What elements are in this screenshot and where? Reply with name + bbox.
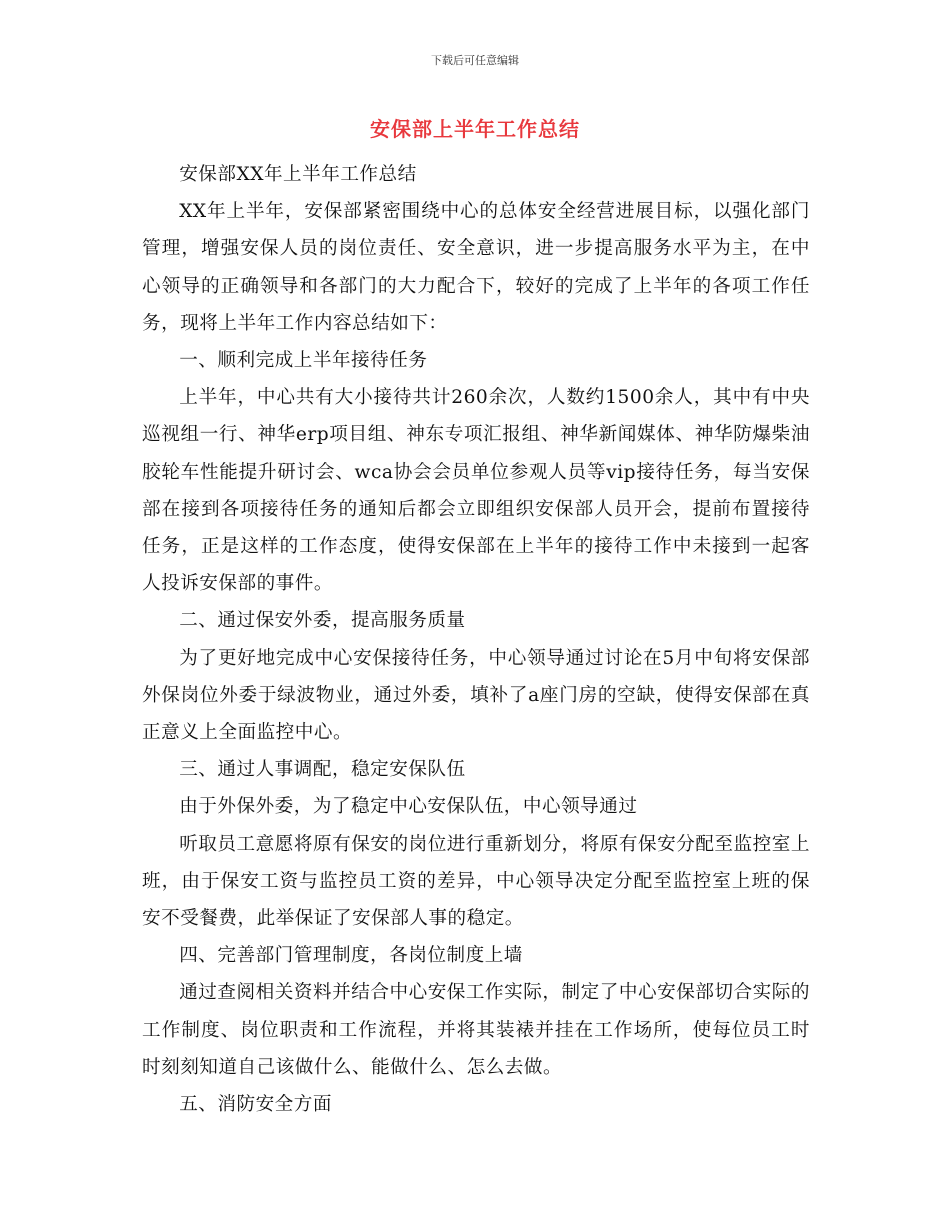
paragraph: 上半年，中心共有大小接待共计260余次，人数约1500余人，其中有中央巡视组一行、神华erp项目组、神东专项汇报组、神华新闻媒体、神华防爆柴油胶轮车性能提升研讨会、wca协会会员单位参观人员等vip接待任务，每当安保部在接到各项接待任务的通知后都会立即组织安保部人员开会，提前布置接待任务，正是这样的工作态度，使得安保部在上半年的接待工作中未接到一起客人投诉安保部的事件。 bbox=[142, 387, 810, 595]
paragraph: 通过查阅相关资料并结合中心安保工作实际，制定了中心安保部切合实际的工作制度、岗位职责和工作流程，并将其装裱并挂在工作场所，使每位员工时时刻刻知道自己该做什么、能做什么、怎么去做。 bbox=[142, 982, 810, 1078]
document-title: 安保部上半年工作总结 bbox=[370, 117, 580, 141]
section-heading-5: 五、消防安全方面 bbox=[179, 1094, 332, 1116]
paragraph-subtitle: 安保部XX年上半年工作总结 bbox=[179, 164, 417, 185]
paragraph: 由于外保外委，为了稳定中心安保队伍，中心领导通过 bbox=[179, 796, 638, 818]
paragraph: 听取员工意愿将原有保安的岗位进行重新划分，将原有保安分配至监控室上班，由于保安工资与监控员工资的差异，中心领导决定分配至监控室上班的保安不受餐费，此举保证了安保部人事的稳定。 bbox=[142, 833, 810, 930]
section-heading-3: 三、通过人事调配，稳定安保队伍 bbox=[179, 759, 466, 781]
paragraph-intro: XX年上半年，安保部紧密围绕中心的总体安全经营进展目标，以强化部门管理，增强安保人员的岗位责任、安全意识，进一步提高服务水平为主，在中心领导的正确领导和各部门的大力配合下，较好的完成了上半年的各项工作任务，现将上半年工作内容总结如下： bbox=[142, 201, 810, 334]
section-heading-2: 二、通过保安外委，提高服务质量 bbox=[179, 610, 466, 632]
paragraph: 为了更好地完成中心安保接待任务，中心领导通过讨论在5月中旬将安保部外保岗位外委于绿波物业，通过外委，填补了a座门房的空缺，使得安保部在真正意义上全面监控中心。 bbox=[142, 647, 810, 744]
section-heading-1: 一、顺利完成上半年接待任务 bbox=[179, 350, 428, 372]
section-heading-4: 四、完善部门管理制度，各岗位制度上墙 bbox=[179, 945, 523, 967]
document-body bbox=[142, 156, 810, 1123]
header-note: 下载后可任意编辑 bbox=[431, 54, 519, 67]
